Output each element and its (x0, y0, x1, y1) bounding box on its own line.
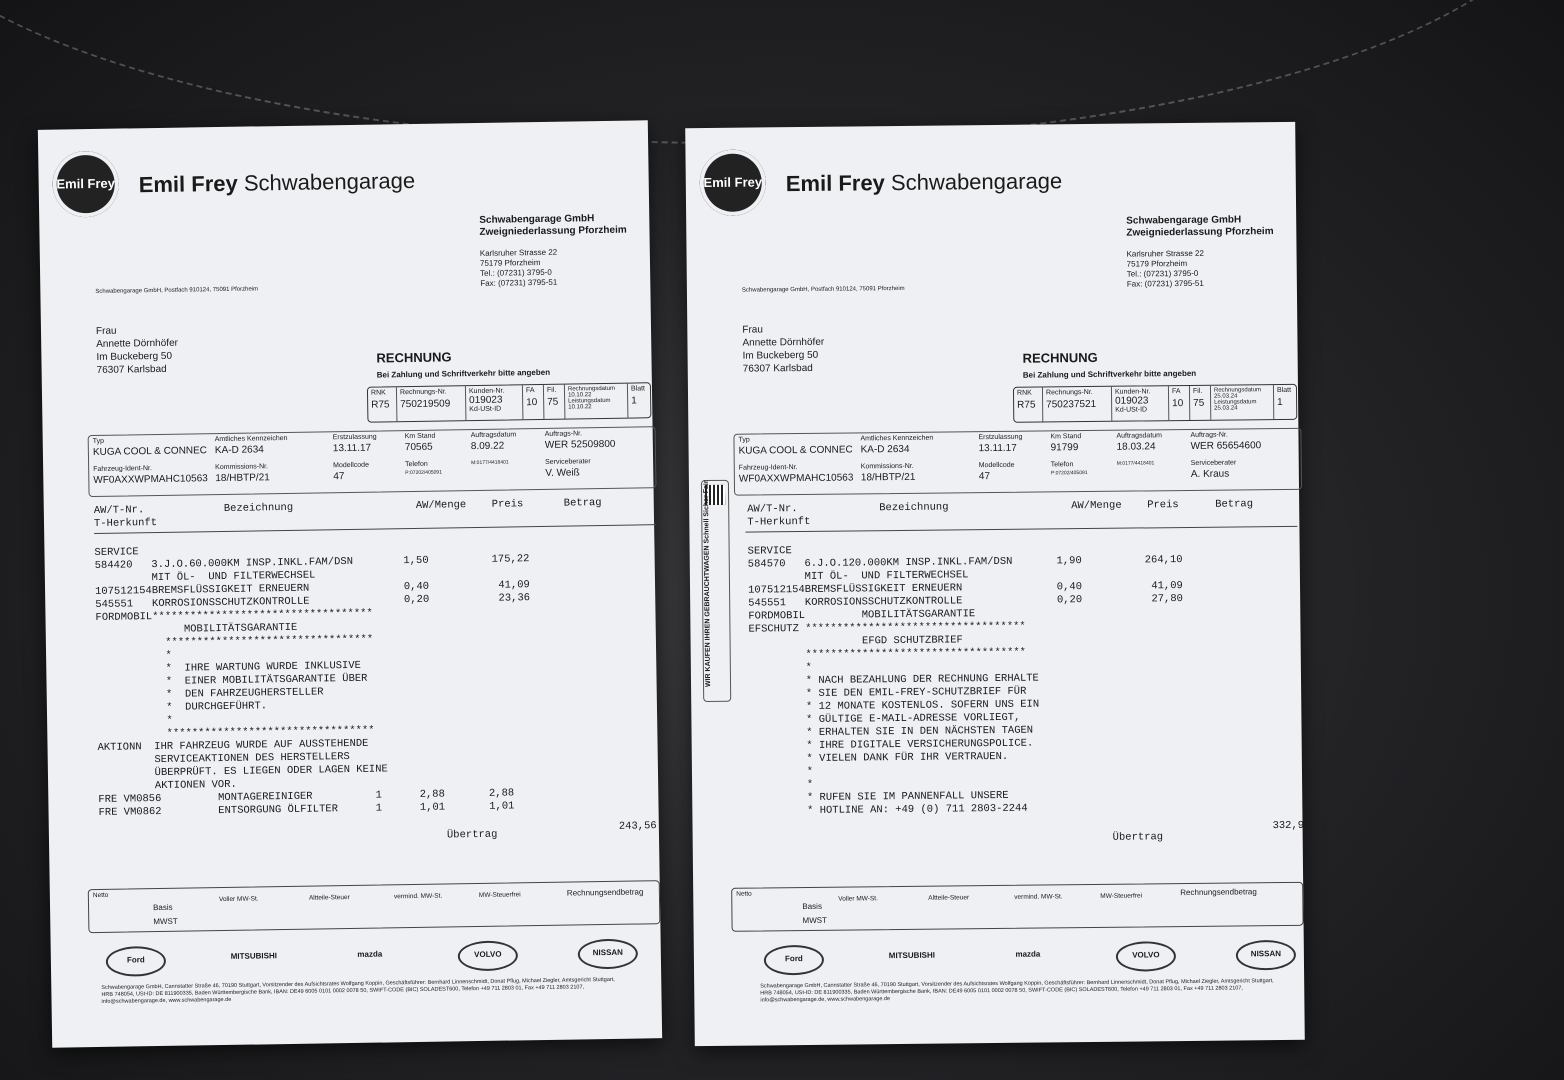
col-header-betrag: Betrag (1215, 498, 1254, 511)
footer-legal: Schwabengarage GmbH, Cannstatter Straße 46, 70190 Stuttgart, Vorsitzender des Aufsichtsrates Wolfgang Koppin, Geschäftsführer: Bernhard Linnenschmidt, Donat Pflug, Michael Ziegler, Amtsgericht Stuttgart, HRB 748054, USt-ID: DE 811900335, Baden Württembergische Bank, IBAN: DE49 6005 0101 0002 0078 50, SWIFT-CODE (BIC) SOLADEST600, Telefon +49 711 2803 01, Fax +49 711 2803 2107, info@schwabengarage.de, www.schwabengarage.de (760, 978, 1274, 1004)
sender-line: Schwabengarage GmbH, Postfach 910124, 75091 Pforzheim (95, 286, 259, 295)
invoice-title: RECHNUNG (1022, 349, 1098, 366)
recipient-address: Frau Annette Dörnhöfer Im Buckeberg 50 76307 Karlsbad (742, 324, 825, 375)
brand-logos (764, 940, 1296, 976)
brand-title: Emil Frey Schwabengarage (785, 168, 1063, 197)
col-header-betrag: Betrag (563, 497, 602, 510)
invoice-line-items: SERVICE 584570 6.J.O.120.000KM INSP.INKL.FAM/DSN 1,90 264,10 MIT ÖL- UND FILTERWECHSEL 107512154BREMSFLÜSSIGKEIT ERNEUERN 0,40 41,09 545551 KORROSIONSSCHUTZKONTROLLE 0,20 27,80 FORDMOBIL MOBILITÄTSGARANTIE EFSCHUTZ *********************************** EFGD SCHUTZBRIEF *********************************** * * NACH BEZAHLUNG DER RECHNUNG ERHALTE * SIE DEN EMIL-FREY-SCHUTZBRIEF FÜR * 12 MONATE KOSTENLOS. SOFERN UNS EIN * GÜLTIGE E-MAIL-ADRESSE VORLIEGT, * ERHALTEN SIE IN DEN NÄCHSTEN TAGEN * IHRE DIGITALE VERSICHERUNGSPOLICE. * VIELEN DANK FÜR IHR VERTRAUEN. * * * RUFEN SIE IM PANNENFALL UNSERE * HOTLINE AN: +49 (0) 711 2803-2244 (747, 545, 1184, 818)
col-header-menge: AW/Menge (415, 499, 467, 512)
company-address: Karlsruher Strasse 22 75179 Pforzheim Tel.: (07231) 3795-0 Fax: (07231) 3795-51 (479, 247, 558, 288)
mazda-logo: mazda (1015, 949, 1041, 959)
ford-logo: Ford (764, 945, 824, 976)
invoice-page-right (685, 122, 1311, 1046)
uebertrag-label: Übertrag (446, 828, 498, 842)
recipient-address: Frau Annette Dörnhöfer Im Buckeberg 50 76307 Karlsbad (95, 325, 179, 376)
col-header-preis: Preis (1147, 499, 1179, 512)
invoice-note: Bei Zahlung und Schriftverkehr bitte angeben (1022, 368, 1197, 380)
header-rule (94, 524, 656, 534)
uebertrag-label: Übertrag (1112, 831, 1164, 844)
col-header-menge: AW/Menge (1071, 499, 1122, 513)
header-rule (745, 526, 1297, 533)
col-header-nr: AW/T-Nr. T-Herkunft (93, 504, 158, 531)
invoice-id-box: RNK R75 Rechnungs-Nr. 750219509 Kunden-Nr. 019023 Kd-USt-ID FA 10 Fil. 75 Rechnungsdatum 10.10.22 Leistungsdatum 10.10.22 Blatt 1 (367, 382, 652, 422)
nissan-logo: NISSAN (578, 939, 638, 970)
company-name: Schwabengarage GmbH Zweigniederlassung Pforzheim (479, 213, 627, 238)
col-header-bez: Bezeichnung (223, 501, 294, 515)
vehicle-info-box: Typ KUGA COOL & CONNEC Amtliches Kennzeichen KA-D 2634 Erstzulassung 13.11.17 Km Stand 91799 Auftragsdatum 18.03.24 Auftrags-Nr. WER 65654600 Fahrzeug-Ident-Nr. WF0AXXWPMAHC10563 Kommissions-Nr. 18/HBTP/21 Modellcode 47 Telefon P:07202/405091 M:0177/4418401 Serviceberater A. Kraus (733, 428, 1302, 496)
invoice-line-items: SERVICE 584420 3.J.O.60.000KM INSP.INKL.FAM/DSN 1,50 175,22 MIT ÖL- UND FILTERWECHSEL 107512154BREMSFLÜSSIGKEIT ERNEUERN 0,40 41,09 545551 KORROSIONSSCHUTZKONTROLLE 0,20 23,36 FORDMOBIL*********************************** MOBILITÄTSGARANTIE ********************************* * * IHRE WARTUNG WURDE INKLUSIVE * EINER MOBILITÄTSGARANTIE ÜBER * DEN FAHRZEUGHERSTELLER * DURCHGEFÜHRT. * ********************************* AKTIONN IHR FAHRZEUG WURDE AUF AUSSTEHENDE SERVICEAKTIONEN DES HERSTELLERS ÜBERPRÜFT. ES LIEGEN ODER LAGEN KEINE AKTIONEN VOR. FRE VM0856 MONTAGEREINIGER 1 2,88 2,88 FRE VM0862 ENTSORGUNG ÖLFILTER 1 1,01 1,01 (94, 546, 531, 819)
invoice-title: RECHNUNG (376, 349, 452, 366)
uebertrag-value: 332,99 (1272, 819, 1311, 833)
brand-logos (106, 939, 638, 977)
emil-frey-logo: Emil Frey (699, 149, 766, 216)
mitsubishi-logo: MITSUBISHI (888, 950, 936, 961)
col-header-preis: Preis (491, 498, 524, 511)
volvo-logo: VOLVO (458, 940, 518, 971)
mazda-logo: mazda (357, 949, 383, 959)
col-header-nr: AW/T-Nr. T-Herkunft (747, 503, 811, 529)
seat-stitch (0, 0, 1564, 144)
brand-title: Emil Frey Schwabengarage (138, 167, 416, 198)
totals-box: Netto Basis MWST Voller MW-St. Altteile-Steuer vermind. MW-St. MW-Steuerfrei Rechnungsendbetrag (731, 882, 1303, 932)
invoice-id-box: RNK R75 Rechnungs-Nr. 750237521 Kunden-Nr. 019023 Kd-USt-ID FA 10 Fil. 75 Rechnungsdatum 25.03.24 Leistungsdatum 25.03.24 Blatt 1 (1013, 384, 1297, 423)
company-name: Schwabengarage GmbH Zweigniederlassung Pforzheim (1126, 214, 1274, 239)
uebertrag-value: 243,56 (618, 820, 657, 833)
col-header-bez: Bezeichnung (879, 501, 949, 515)
totals-box: Netto Basis MWST Voller MW-St. Altteile-Steuer vermind. MW-St. MW-Steuerfrei Rechnungsendbetrag (88, 880, 661, 933)
emil-frey-logo: Emil Frey (52, 151, 119, 218)
nissan-logo: NISSAN (1236, 940, 1296, 971)
ford-logo: Ford (106, 946, 166, 977)
sender-line: Schwabengarage GmbH, Postfach 910124, 75091 Pforzheim (741, 285, 905, 294)
volvo-logo: VOLVO (1116, 941, 1176, 972)
invoice-note: Bei Zahlung und Schriftverkehr bitte angeben (376, 367, 551, 380)
footer-legal: Schwabengarage GmbH, Cannstatter Straße 46, 70190 Stuttgart, Vorsitzender des Aufsichtsrates Wolfgang Koppin, Geschäftsführer: Bernhard Linnenschmidt, Donat Pflug, Michael Ziegler, Amtsgericht Stuttgart, HRB 748054, USt-ID: DE 811900335, Baden Württembergische Bank, IBAN: DE49 6005 0101 0002 0078 50, SWIFT-CODE (BIC) SOLADEST600, Telefon +49 711 2803 01, Fax +49 711 2803 2107, info@schwabengarage.de, www.schwabengarage.de (101, 976, 615, 1005)
qr-label: WIR KAUFEN IHREN GEBRAUCHTWAGEN Schnell Sicher Fair (702, 480, 713, 688)
qr-code-box (701, 480, 731, 702)
mitsubishi-logo: MITSUBISHI (230, 951, 278, 961)
company-address: Karlsruher Strasse 22 75179 Pforzheim Tel.: (07231) 3795-0 Fax: (07231) 3795-51 (1126, 248, 1204, 289)
invoice-page-left (38, 120, 662, 1047)
vehicle-info-box: Typ KUGA COOL & CONNEC Amtliches Kennzeichen KA-D 2634 Erstzulassung 13.11.17 Km Stand 70565 Auftragsdatum 8.09.22 Auftrags-Nr. WER 52509800 Fahrzeug-Ident-Nr. WF0AXXWPMAHC10563 Kommissions-Nr. 18/HBTP/21 Modellcode 47 Telefon P:07202/405091 M:0177/4418401 Serviceberater V. Weiß (88, 426, 657, 497)
